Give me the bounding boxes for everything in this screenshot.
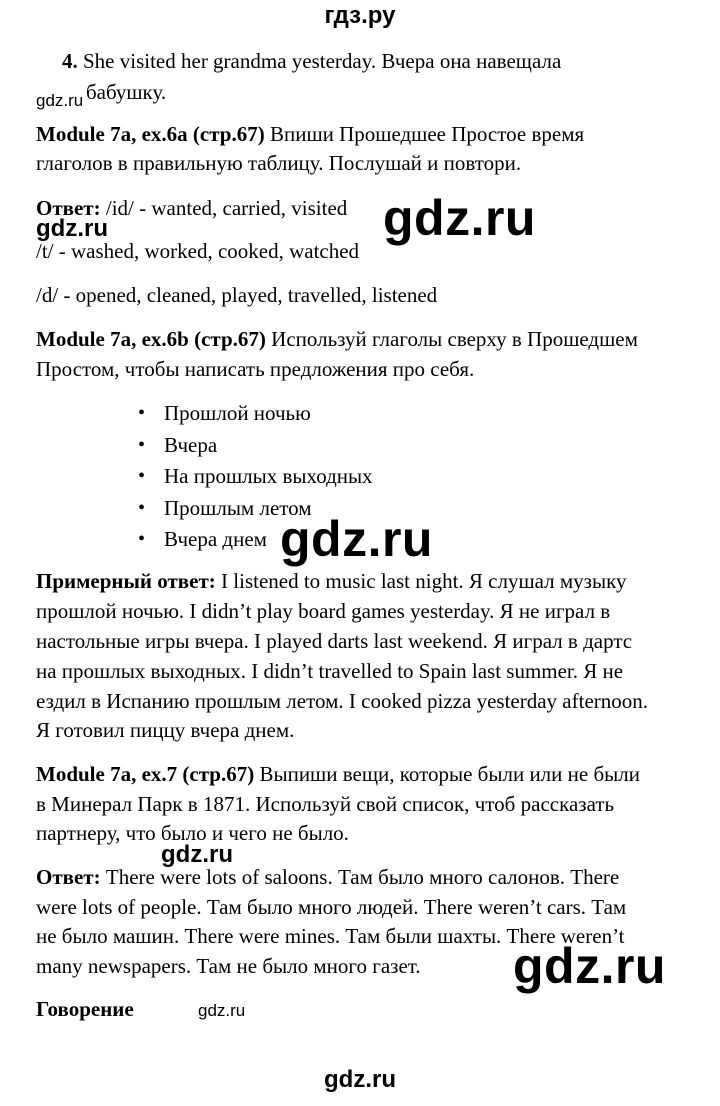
answer2-line-2: were lots of people. Там было много людей. There weren’t cars. Там [36, 895, 627, 919]
sample-line-6: Я готовил пиццу вчера днем. [36, 718, 295, 742]
sample-text-1: I listened to music last night. Я слушал музыку [215, 569, 627, 593]
item-4-text: She visited her grandma yesterday. Вчера она навещала [83, 49, 562, 73]
watermark-large-1: gdz.ru [383, 190, 536, 246]
watermark-large-3: gdz.ru [513, 938, 666, 994]
sample-line-1 [36, 567, 626, 595]
ex6b-line-2: Простом, чтобы написать предложения про себя. [36, 357, 475, 381]
sample-line-2: прошлой ночью. I didn’t play board games yesterday. Я не играл в [36, 599, 611, 623]
answer1-id-text: /id/ - wanted, carried, visited [100, 196, 348, 220]
item-4-number: 4. [62, 49, 78, 73]
list-item: • Прошлым летом [130, 493, 373, 525]
site-header: гдз.ру [324, 2, 396, 29]
answer1-label: Ответ: [36, 196, 101, 220]
ex6a-line-1 [36, 120, 584, 148]
list-item: • Прошлой ночью [130, 398, 373, 430]
ex7-line-2: в Минерал Парк в 1871. Используй свой список, чтоб рассказать [36, 792, 615, 816]
ex6a-heading: Module 7a, ex.6a (стр.67) [36, 122, 265, 146]
watermark-medium-2: gdz.ru [161, 841, 233, 868]
answer2-text-1: There were lots of saloons. Там было много салонов. There [100, 865, 620, 889]
sample-label: Примерный ответ: [36, 569, 216, 593]
answer2-label: Ответ: [36, 865, 101, 889]
speaking-heading: Говорение [36, 997, 134, 1021]
ex6b-heading: Module 7a, ex.6b (стр.67) [36, 327, 266, 351]
ex7-heading: Module 7a, ex.7 (стр.67) [36, 762, 255, 786]
answer2-line-4: many newspapers. Там не было много газет. [36, 954, 421, 978]
watermark-small-1: gdz.ru [36, 91, 84, 110]
watermark-small-2: gdz.ru [198, 1001, 246, 1020]
ex6a-line-2: глаголов в правильную таблицу. Послушай и повтори. [36, 151, 522, 175]
watermark-medium-1: gdz.ru [36, 215, 108, 242]
ex6b-task: Используй глаголы сверху в Прошедшем [265, 327, 638, 351]
watermark-large-2: gdz.ru [280, 511, 433, 567]
list-item: • Вчера днем [130, 524, 373, 556]
site-footer: gdz.ru [324, 1066, 396, 1093]
sample-line-5: ездил в Испанию прошлым летом. I cooked pizza yesterday afternoon. [36, 689, 649, 713]
ex7-task: Выпиши вещи, которые были или не были [254, 762, 640, 786]
ex6b-line-1 [36, 325, 638, 353]
sample-line-3: настольные игры вчера. I played darts last weekend. Я играл в дартс [36, 629, 633, 653]
item-4-line-2: бабушку. [86, 80, 167, 104]
answer2-line-1 [36, 863, 619, 891]
sample-line-4: на прошлых выходных. I didn’t travelled to Spain last summer. Я не [36, 659, 624, 683]
ex7-line-1 [36, 760, 640, 788]
answer1-d-line: /d/ - opened, cleaned, played, travelled, listened [36, 283, 438, 307]
ex7-line-3: партнеру, что было и чего не было. [36, 821, 349, 845]
item-4-line-1 [62, 47, 561, 75]
answer1-t-line: /t/ - washed, worked, cooked, watched [36, 239, 360, 263]
list-item: • Вчера [130, 430, 373, 462]
list-item: • На прошлых выходных [130, 461, 373, 493]
ex6a-task: Впиши Прошедшее Простое время [264, 122, 585, 146]
answer2-line-3: не было машин. There were mines. Там были шахты. There weren’t [36, 924, 625, 948]
